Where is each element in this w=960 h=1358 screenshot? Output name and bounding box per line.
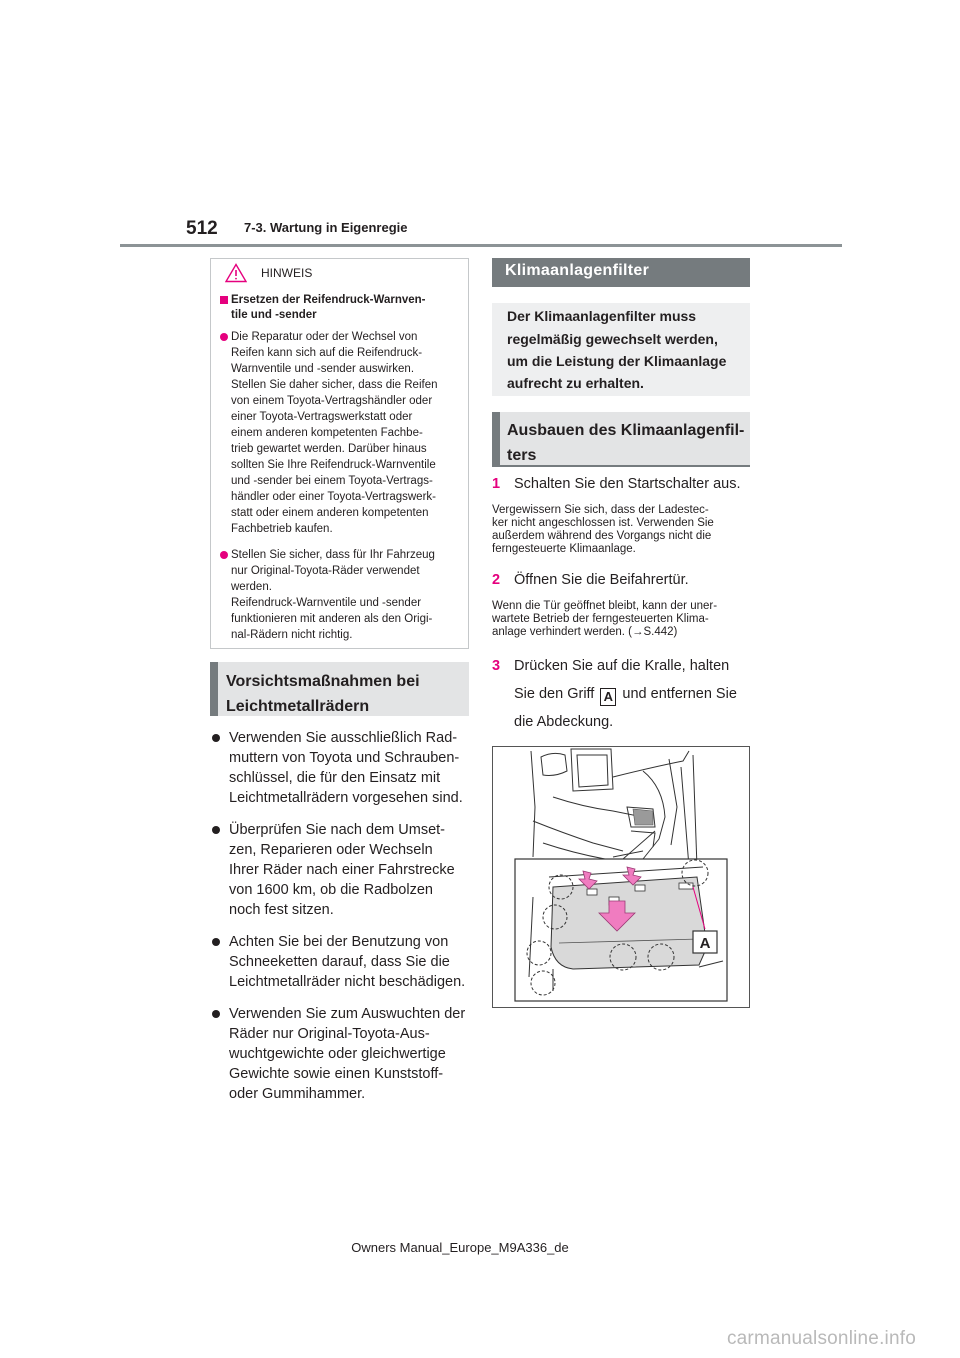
notice-line: funktionieren mit anderen als den Origi-: [231, 613, 433, 625]
list-item-line: Leichtmetallräder nicht beschädigen.: [229, 974, 466, 990]
alloy-section-title-line: Leichtmetallrädern: [226, 698, 370, 715]
notice-item: [220, 329, 456, 537]
note-line: außerdem während des Vorgangs nicht die: [492, 530, 712, 542]
warning-triangle-icon: [225, 263, 247, 283]
notice-line: nal-Rädern nicht richtig.: [231, 629, 353, 641]
footer: [0, 1240, 960, 1255]
notice-line: werden.: [231, 581, 272, 593]
notice-line: und -sender bei einem Toyota-Vertrags-: [231, 475, 433, 487]
list-item: [211, 1004, 471, 1104]
notice-box: [210, 258, 469, 649]
notice-line: Reifendruck-Warnventile und -sender: [231, 597, 422, 609]
notice-line: sollten Sie Ihre Reifendruck-Warnventile: [231, 459, 436, 471]
list-item-line: Verwenden Sie zum Auswuchten der: [229, 1006, 466, 1022]
notice-line: einem anderen kompetenten Fachbe-: [231, 427, 423, 439]
step-line: Schalten Sie den Startschalter aus.: [514, 476, 741, 492]
section-reference: 7-3. Wartung in Eigenregie: [244, 220, 408, 235]
notice-line: händler oder einer Toyota-Vertragswerk-: [231, 491, 436, 503]
filter-intro-box: [492, 303, 750, 396]
notice-line: Stellen Sie daher sicher, dass die Reifen: [231, 379, 438, 391]
list-item: [211, 728, 471, 808]
intro-line: aufrecht zu erhalten.: [507, 375, 644, 391]
note-line: anlage verhindert werden. (→S.442): [492, 626, 678, 638]
circle-bullet-icon: [212, 1010, 220, 1018]
notice-item: [220, 547, 456, 643]
notice-title: HINWEIS: [261, 266, 313, 280]
notice-heading-line: tile und -sender: [231, 309, 317, 321]
step-number: 2: [492, 572, 501, 588]
list-item-line: muttern von Toyota und Schrauben-: [229, 750, 460, 766]
square-bullet-icon: [220, 296, 228, 304]
glovebox-illustration: [492, 746, 750, 1008]
notice-heading: [220, 293, 456, 323]
circle-bullet-icon: [220, 333, 228, 341]
list-item-line: noch fest sitzen.: [229, 902, 334, 918]
list-item-line: Räder nur Original-Toyota-Aus-: [229, 1026, 430, 1042]
glovebox-drawing: [493, 747, 750, 1008]
notice-line: Stellen Sie sicher, dass für Ihr Fahrzeug: [231, 549, 435, 561]
intro-line: um die Leistung der Klimaanlage: [507, 353, 727, 369]
step-line: Drücken Sie auf die Kralle, halten: [514, 658, 730, 674]
circle-bullet-icon: [212, 826, 220, 834]
notice-line: einer Toyota-Vertragswerkstatt oder: [231, 411, 413, 423]
intro-line: regelmäßig gewechselt werden,: [507, 331, 718, 347]
notice-heading-line: Ersetzen der Reifendruck-Warnven-: [231, 294, 426, 306]
step-2: [492, 566, 752, 639]
step-instruction: [492, 470, 752, 498]
notice-line: von einem Toyota-Vertragshändler oder: [231, 395, 433, 407]
note-line: Wenn die Tür geöffnet bleibt, kann der uner-: [492, 600, 718, 612]
list-item-line: von 1600 km, ob die Radbolzen: [229, 882, 433, 898]
step-line: [514, 680, 752, 708]
notice-body: [211, 287, 468, 643]
list-item-line: Überprüfen Sie nach dem Umset-: [229, 822, 445, 838]
step-number: 1: [492, 476, 501, 492]
list-item-line: oder Gummihammer.: [229, 1086, 366, 1102]
step-line: die Abdeckung.: [514, 714, 614, 730]
callout-a-tag: A: [600, 688, 616, 706]
step-number: 3: [492, 658, 501, 674]
watermark: carmanualsonline.info: [726, 1328, 916, 1349]
note-line: Vergewissern Sie sich, dass der Ladestec-: [492, 504, 709, 516]
step-note: [492, 600, 752, 639]
notice-line: nur Original-Toyota-Räder verwendet: [231, 565, 420, 577]
circle-bullet-icon: [220, 551, 228, 559]
step-1: [492, 470, 752, 556]
list-item-line: Achten Sie bei der Benutzung von: [229, 934, 449, 950]
filter-section-header: [492, 258, 750, 287]
notice-line: trieb gewartet werden. Darüber hinaus: [231, 443, 427, 455]
notice-line: Die Reparatur oder der Wechsel von: [231, 331, 418, 343]
footer-text: Owners Manual_Europe_M9A336_de: [351, 1240, 569, 1255]
alloy-bullet-list: [211, 728, 471, 1116]
list-item-line: schlüssel, die für den Einsatz mit: [229, 770, 441, 786]
page-number: 512: [186, 218, 218, 239]
list-item: [211, 932, 471, 992]
list-item-line: Verwenden Sie ausschließlich Rad-: [229, 730, 458, 746]
list-item-line: Gewichte sowie einen Kunststoff-: [229, 1066, 444, 1082]
note-line: ferngesteuerte Klimaanlage.: [492, 543, 636, 555]
list-item: [211, 820, 471, 920]
alloy-section-title-line: Vorsichtsmaßnahmen bei: [226, 673, 420, 690]
list-item-line: Leichtmetallrädern vorgesehen sind.: [229, 790, 463, 806]
list-item-line: wuchtgewichte oder gleichwertige: [229, 1046, 446, 1062]
intro-line: Der Klimaanlagenfilter muss: [507, 308, 697, 324]
removal-section-title-line: Ausbauen des Klimaanlagenfil-: [507, 422, 745, 439]
notice-line: Reifen kann sich auf die Reifendruck-: [231, 347, 423, 359]
removal-section-title-line: ters: [507, 447, 537, 464]
list-item-line: zen, Reparieren oder Wechseln: [229, 842, 433, 858]
step-instruction: [492, 566, 752, 594]
step-text: und entfernen Sie: [622, 686, 737, 702]
step-note: [492, 504, 752, 556]
removal-section-header: [492, 412, 750, 467]
notice-line: Warnventile und -sender auswirken.: [231, 363, 415, 375]
list-item-line: Ihrer Räder nach einer Fahrstrecke: [229, 862, 455, 878]
notice-line: Fachbetrieb kaufen.: [231, 523, 333, 535]
alloy-section-header: [210, 662, 469, 716]
note-line: ker nicht angeschlossen ist. Verwenden Sie: [492, 517, 714, 529]
circle-bullet-icon: [212, 938, 220, 946]
step-instruction: [492, 652, 752, 736]
filter-section-title: Klimaanlagenfilter: [505, 262, 650, 279]
step-3: [492, 652, 752, 736]
header-rule: [120, 244, 842, 247]
note-line: wartete Betrieb der ferngesteuerten Klima-: [492, 613, 709, 625]
list-item-line: Schneeketten darauf, dass Sie die: [229, 954, 450, 970]
step-line: Öffnen Sie die Beifahrertür.: [514, 572, 689, 588]
step-text: Sie den Griff: [514, 686, 595, 702]
notice-header: [211, 259, 468, 287]
callout-a-label: A: [699, 935, 711, 952]
circle-bullet-icon: [212, 734, 220, 742]
notice-line: statt oder einem anderen kompetenten: [231, 507, 429, 519]
